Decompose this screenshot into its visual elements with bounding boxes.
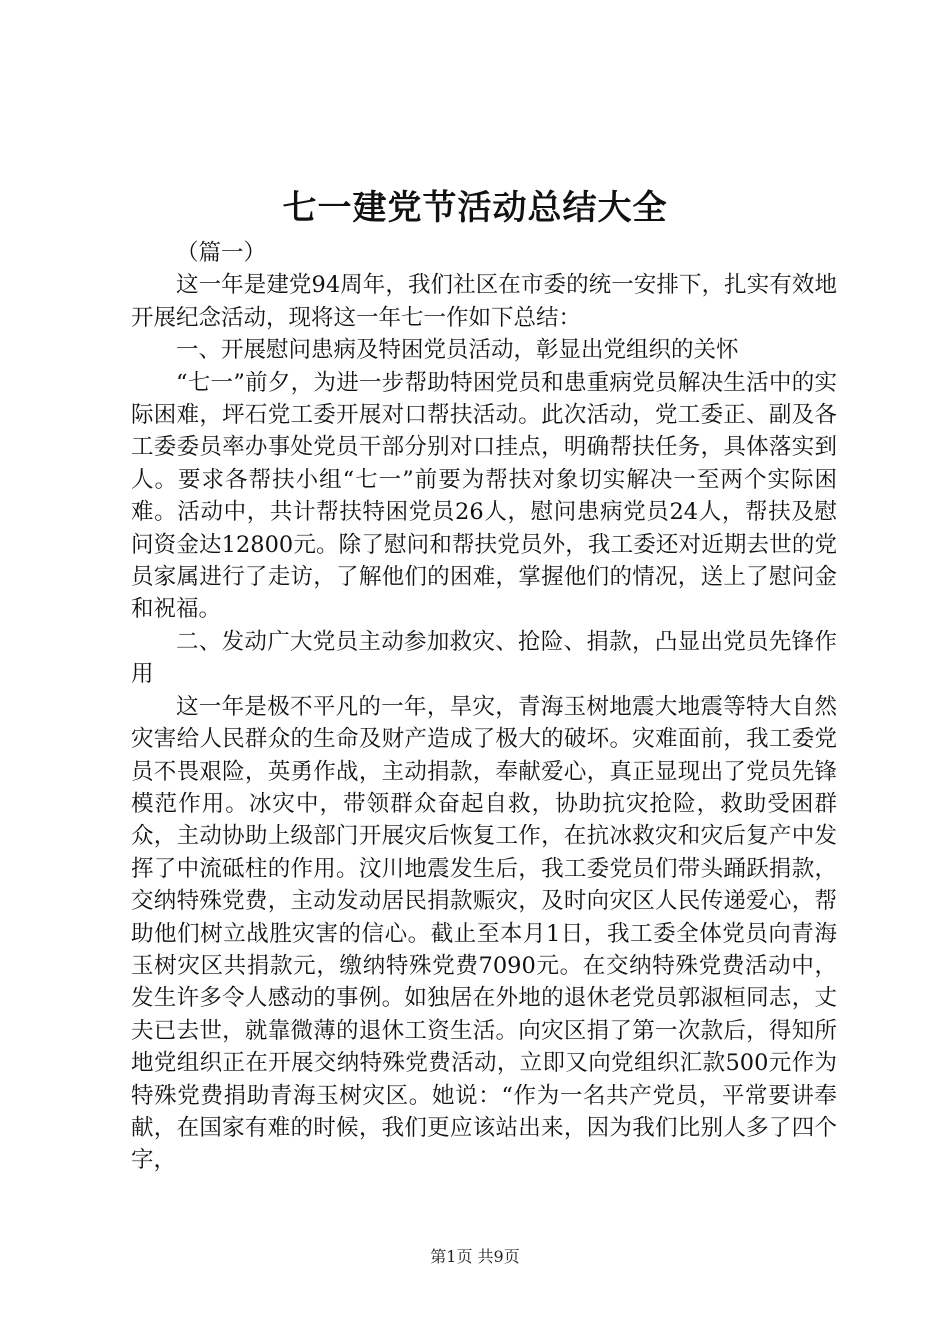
document-title: 七一建党节活动总结大全 (282, 188, 668, 228)
section-heading-2: 二、发动广大党员主动参加救灾、抢险、捐款，凸显出党员先锋作用 (131, 628, 837, 688)
document-body (131, 237, 837, 1177)
paragraph-section-2: 这一年是极不平凡的一年，旱灾，青海玉树地震大地震等特大自然灾害给人民群众的生命及财产造成了极大的破坏。灾难面前，我工委党员不畏艰险，英勇作战，主动捐款，奉献爱心，真正显现出了党员先锋模范作用。冰灾中，带领群众奋起自救，协助抗灾抢险，救助受困群众，主动协助上级部门开展灾后恢复工作，在抗冰救灾和灾后复产中发挥了中流砥柱的作用。汶川地震发生后，我工委党员们带头踊跃捐款，交纳特殊党费，主动发动居民捐款赈灾，及时向灾区人民传递爱心，帮助他们树立战胜灾害的信心。截止至本月1日，我工委全体党员向青海玉树灾区共捐款元，缴纳特殊党费7090元。在交纳特殊党费活动中，发生许多令人感动的事例。如独居在外地的退休老党员郭淑桓同志，丈夫已去世，就靠微薄的退休工资生活。向灾区捐了第一次款后，得知所地党组织正在开展交纳特殊党费活动，立即又向党组织汇款500元作为特殊党费捐助青海玉树灾区。她说：“作为一名共产党员，平常要讲奉献，在国家有难的时候，我们更应该站出来，因为我们比别人多了四个字， (131, 693, 837, 1174)
paragraph-section-label: （篇一） (176, 240, 267, 266)
section-heading-1: 一、开展慰问患病及特困党员活动，彰显出党组织的关怀 (176, 337, 739, 364)
paragraph-intro: 这一年是建党94周年，我们社区在市委的统一安排下，扎实有效地开展纪念活动，现将这一年七一作如下总结： (131, 272, 837, 331)
paragraph-section-1: “七一”前夕，为进一步帮助特困党员和患重病党员解决生活中的实际困难，坪石党工委开展对口帮扶活动。此次活动，党工委正、副及各工委委员率办事处党员干部分别对口挂点，明确帮扶任务，具体落实到人。要求各帮扶小组“七一”前要为帮扶对象切实解决一至两个实际困难。活动中，共计帮扶特困党员26人，慰问患病党员24人，帮扶及慰问资金达12800元。除了慰问和帮扶党员外，我工委还对近期去世的党员家属进行了走访，了解他们的困难，掌握他们的情况，送上了慰问金和祝福。 (131, 369, 837, 623)
page-number-footer: 第1页 共9页 (430, 1247, 520, 1266)
